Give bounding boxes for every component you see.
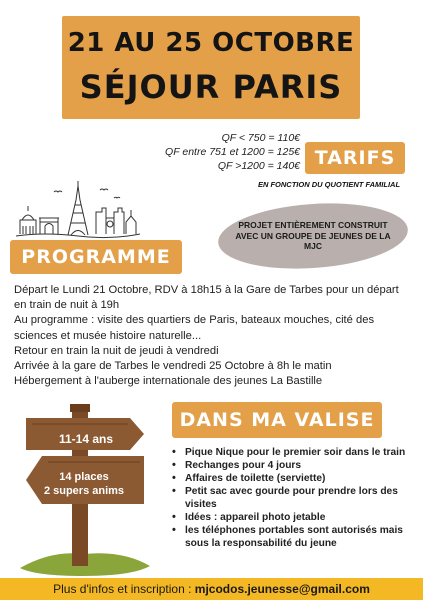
tarifs-badge: TARIFS <box>305 142 405 174</box>
list-item: • Affaires de toilette (serviette) <box>170 472 406 485</box>
valise-badge: DANS MA VALISE <box>172 402 382 438</box>
footer-prefix: Plus d'infos et inscription : <box>53 582 195 596</box>
programme-text <box>14 283 412 389</box>
tarif-line: QF >1200 = 140€ <box>217 160 300 172</box>
title-dates: 21 AU 25 OCTOBRE <box>67 28 355 58</box>
age-label: 11-14 ans <box>58 432 114 446</box>
tarif-line: QF < 750 = 110€ <box>221 132 300 144</box>
list-item: • Petit sac avec gourde pour prendre lors des visites <box>170 485 406 511</box>
tarif-line: QF entre 751 et 1200 = 125€ <box>165 146 300 158</box>
programme-badge: PROGRAMME <box>10 240 182 274</box>
anims-line: 2 supers anims <box>43 485 125 497</box>
quotient-note: EN FONCTION DU QUOTIENT FAMILIAL <box>257 180 401 189</box>
list-item: • Rechanges pour 4 jours <box>170 459 406 472</box>
programme-line: Hébergement à l'auberge internationale des jeunes La Bastille <box>14 375 323 388</box>
programme-line: Retour en train la nuit de jeudi à vendredi <box>14 344 219 357</box>
places-line: 14 places <box>59 471 109 483</box>
title-banner <box>62 16 360 119</box>
tarif-lines <box>138 131 300 173</box>
projet-text: PROJET ENTIÈREMENT CONSTRUIT AVEC UN GROUPE DE JEUNES DE LA MJC <box>235 220 391 251</box>
valise-list <box>170 446 406 550</box>
programme-line: Au programme : visite des quartiers de Paris, bateaux mouches, cité des sciences et musée histoire naturelle... <box>14 314 375 342</box>
title-main: SÉJOUR PARIS <box>79 68 343 106</box>
places-label <box>28 470 140 498</box>
list-item: • Pique Nique pour le premier soir dans le train <box>170 446 406 459</box>
programme-line: Arrivée à la gare de Tarbes le vendredi 25 Octobre à 8h le matin <box>14 360 332 373</box>
paris-skyline-icon <box>14 178 142 240</box>
list-item: • Idées : appareil photo jetable <box>170 511 406 524</box>
contact-email[interactable]: mjcodos.jeunesse@gmail.com <box>194 582 370 596</box>
programme-line: Départ le Lundi 21 Octobre, RDV à 18h15 à la Gare de Tarbes pour un départ en train de nuit à 19h <box>14 284 399 312</box>
footer-bar <box>0 578 423 600</box>
list-item: • les téléphones portables sont autorisés mais sous la responsabilité du jeune <box>170 524 406 550</box>
